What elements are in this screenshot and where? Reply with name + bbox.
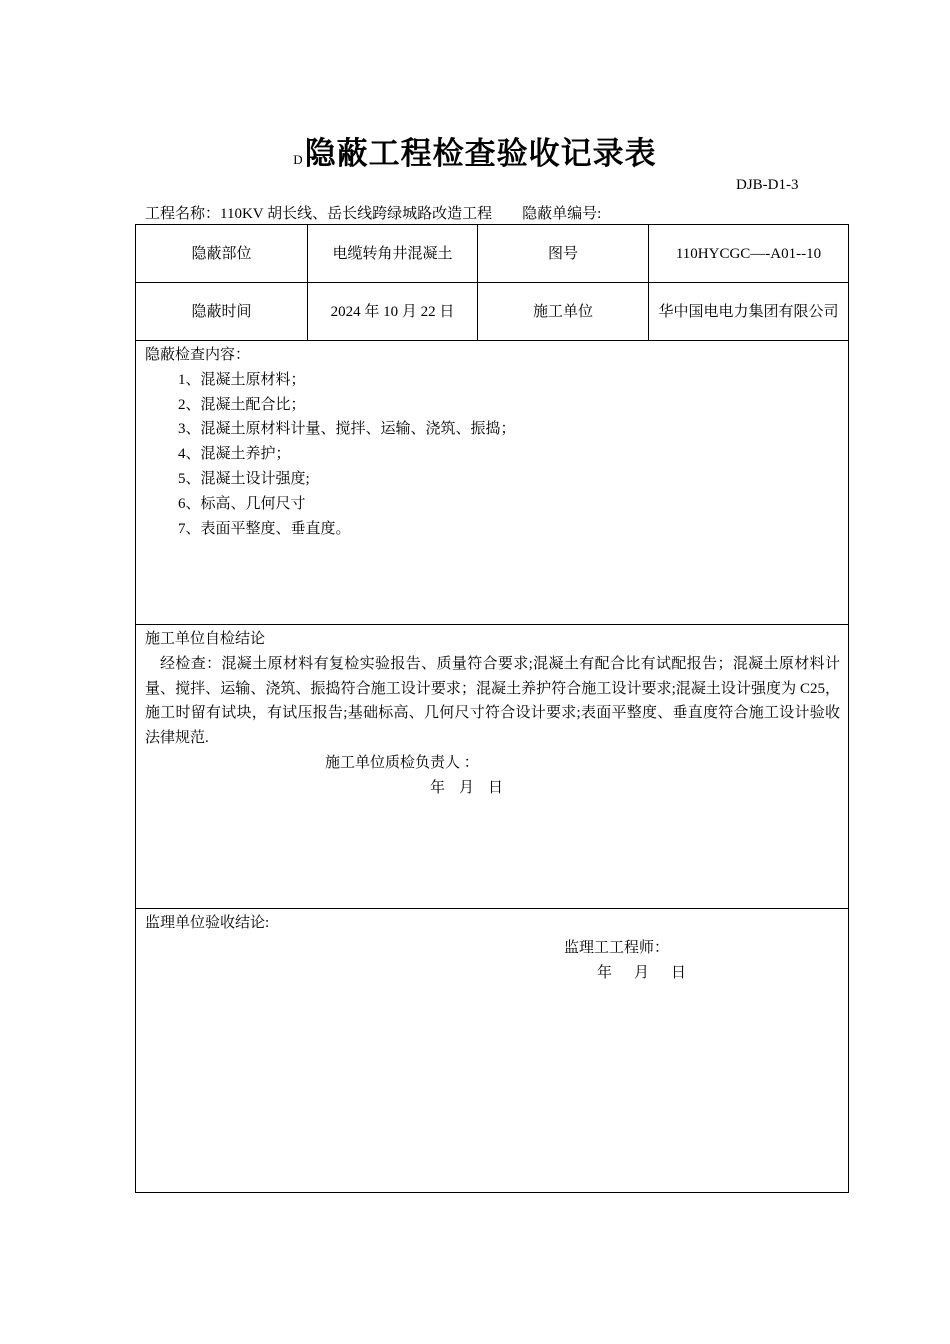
list-item: 6、标高、几何尺寸 [178, 495, 306, 512]
inspection-section [136, 341, 849, 625]
record-table [135, 224, 849, 1193]
table-row [136, 225, 849, 283]
drawing-no-label: 图号 [478, 225, 649, 283]
project-line: 工程名称：110KV 胡长线、岳长线跨绿城路改造工程 隐蔽单编号: [145, 206, 602, 222]
supervision-signer: 监理工工程师： [564, 939, 670, 956]
table-row [136, 283, 849, 341]
concealed-time-label: 隐蔽时间 [136, 283, 308, 341]
concealed-part-label: 隐蔽部位 [136, 225, 308, 283]
title-prefix: D [293, 152, 303, 167]
date-year: 年 [430, 779, 446, 796]
date-day: 日 [488, 779, 504, 796]
date-month: 月 [459, 779, 475, 796]
drawing-no-value: 110HYCGC—-A01--10 [649, 225, 849, 283]
title-area [0, 128, 950, 173]
list-item: 7、表面平整度、垂直度。 [178, 520, 351, 537]
supervision-date [145, 961, 840, 986]
date-month: 月 [634, 964, 650, 981]
supervision-heading: 监理单位验收结论: [145, 915, 270, 931]
contractor-label: 施工单位 [478, 283, 649, 341]
self-check-section [136, 625, 849, 909]
list-item: 2、混凝土配合比； [178, 396, 306, 413]
list-item: 3、混凝土原材料计量、搅拌、运输、浇筑、振捣； [178, 421, 516, 438]
list-item: 4、混凝土养护； [178, 446, 291, 463]
concealed-time-value: 2024 年 10 月 22 日 [308, 283, 478, 341]
self-check-signer: 施工单位质检负责人 ： [325, 754, 479, 771]
list-item: 5、混凝土设计强度; [178, 470, 310, 487]
date-year: 年 [597, 964, 613, 981]
contractor-value: 华中国电电力集团有限公司 [649, 283, 849, 341]
page-title: 隐蔽工程检查验收记录表 [304, 136, 657, 171]
concealed-part-value: 电缆转角井混凝土 [308, 225, 478, 283]
self-check-heading: 施工单位自检结论 [145, 631, 266, 647]
form-code: DJB-D1-3 [736, 177, 799, 193]
inspection-heading: 隐蔽检查内容： [145, 347, 251, 363]
list-item: 1、混凝土原材料； [178, 371, 306, 388]
date-day: 日 [671, 964, 687, 981]
self-check-date [145, 776, 840, 801]
supervision-section [136, 909, 849, 1193]
self-check-body: 经检查：混凝土原材料有复检实验报告、质量符合要求;混凝土有配合比有试配报告；混凝土原材料计量、搅拌、运输、浇筑、振捣符合施工设计要求；混凝土养护符合施工设计要求;混凝土设计强度为 C25，施工时留有试块，有试压报告;基础标高、几何尺寸符合设计要求;表面平整度、垂直度符合施工设计验收法律规范. [145, 655, 840, 747]
